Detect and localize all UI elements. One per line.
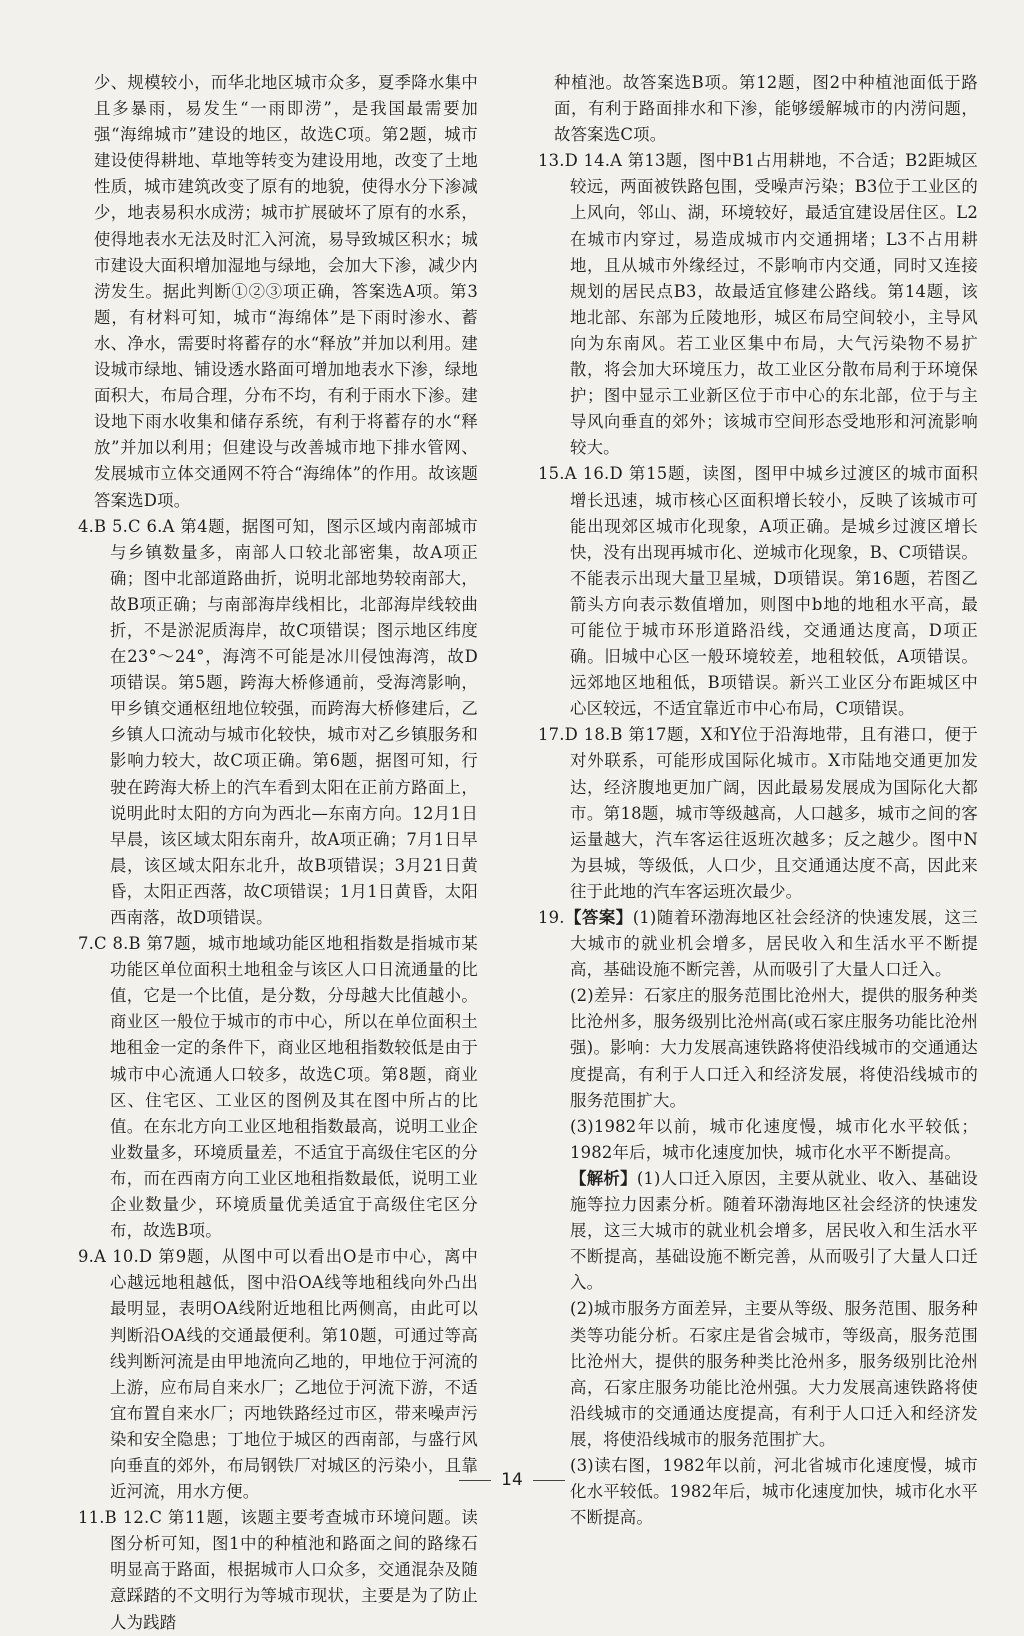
analysis-part2: (2)城市服务方面差异，主要从等级、服务范围、服务种类等功能分析。石家庄是省会城市，等级高，服务范围比沧州大，提供的服务种类比沧州多，服务级别比沧州高，石家庄服务功能比沧州强。大力发展高速铁路将使沿线城市的交通通达度提高，有利于人口迁入和经济发展，将使沿线城市的服务范围扩大。 (570, 1299, 978, 1449)
page-number: 14 (501, 1470, 523, 1490)
analysis-text-1: (1)人口迁入原因，主要从就业、收入、基础设施等拉力因素分析。随着环渤海地区社会经济的快速发展，这三大城市的就业机会增多，居民收入和生活水平不断提高，基础设施不断完善，从而吸引了大量人口迁入。 (570, 1168, 978, 1293)
left-column (78, 70, 478, 1636)
answer-19 (538, 905, 978, 983)
answer-tag: 【答案】 (564, 908, 633, 927)
answer-19-part1: (1)随着环渤海地区社会经济的快速发展，这三大城市的就业机会增多，居民收入和生活水平不断提高，基础设施不断完善，从而吸引了大量人口迁入。 (570, 908, 978, 980)
analysis-part3: (3)读右图，1982年以前，河北省城市化速度慢，城市化水平较低。1982年后，城市化速度加快，城市化水平不断提高。 (570, 1455, 978, 1528)
answer-13-14: 13.D 14.A 第13题，图中B1占用耕地，不合适；B2距城区较远，两面被铁路包围，受噪声污染；B3位于工业区的上风向，邻山、湖，环境较好，最适宜建设居住区。L2在城市内穿过，易造成城市内交通拥堵；L3不占用耕地，且从城市外缘经过，不影响市内交通，同时又连接规划的居民点B3，故最适宜修建公路线。第14题，该地北部、东部为丘陵地形，城区布局空间较小，主导风向为东南风。若工业区集中布局，大气污染物不易扩散，将会加大环境压力，故工业区分散布局利于环境保护；图中显示工业新区位于市中心的东北部，位于与主导风向垂直的郊外；该城市空间形态受地形和河流影响较大。 (538, 151, 978, 458)
answer-19-part2: (2)差异：石家庄的服务范围比沧州大，提供的服务种类比沧州多，服务级别比沧州高(或石家庄服务功能比沧州强)。影响：大力发展高速铁路将使沿线城市的交通通达度提高，有利于人口迁入和经济发展，将使沿线城市的服务范围扩大。 (570, 986, 978, 1110)
question-number: 19. (538, 908, 565, 927)
paragraph-continuation: 少、规模较小，而华北地区城市众多，夏季降水集中且多暴雨，易发生“一雨即涝”，是我国最需要加强“海绵城市”建设的地区，故选C项。第2题，城市建设使得耕地、草地等转变为建设用地，改变了土地性质，城市建筑改变了原有的地貌，使得水分下渗减少，地表易积水成涝；城市扩展破坏了原有的水系，使得地表水无法及时汇入河流，易导致城区积水；城市建设大面积增加湿地与绿地，会加大下渗，减少内涝发生。据此判断①②③项正确，答案选A项。第3题，有材料可知，城市“海绵体”是下雨时渗水、蓄水、净水，需要时将蓄存的水“释放”并加以利用。建设城市绿地、铺设透水路面可增加地表水下渗，绿地面积大，布局合理，分布不均，有利于雨水下渗。建设地下雨水收集和储存系统，有利于将蓄存的水“释放”并加以利用；但建设与改善城市地下排水管网、发展城市立体交通网不符合“海绵体”的作用。故该题答案选D项。 (94, 73, 478, 510)
footer-dash-right (533, 1480, 565, 1481)
answer-11-12: 11.B 12.C 第11题，该题主要考查城市环境问题。读图分析可知，图1中的种植池和路面之间的路缘石明显高于路面，根据城市人口众多，交通混杂及随意踩踏的不文明行为等城市现状，主要是为了防止人为践踏 (78, 1508, 478, 1632)
answer-4-6: 4.B 5.C 6.A 第4题，据图可知，图示区域内南部城市与乡镇数量多，南部人口较北部密集，故A项正确；图中北部道路曲折，说明北部地势较南部大，故B项正确；与南部海岸线相比，北部海岸线较曲折，不是淤泥质海岸，故C项错误；图示地区纬度在23°～24°，海湾不可能是冰川侵蚀海湾，故D项错误。第5题，跨海大桥修通前，受海湾影响，甲乡镇交通枢纽地位较强，而跨海大桥修建后，乙乡镇人口流动与城市化较快，城市对乙乡镇服务和影响力较大，故C项正确。第6题，据图可知，行驶在跨海大桥上的汽车看到太阳在正前方路面上，说明此时太阳的方向为西北—东南方向。12月1日早晨，该区域太阳东南升，故A项正确；7月1日早晨，该区域太阳东北升，故B项错误；3月21日黄昏，太阳正西落，故C项错误；1月1日黄昏，太阳西南落，故D项错误。 (78, 516, 478, 927)
analysis-part1 (538, 1166, 978, 1296)
analysis-tag: 【解析】 (570, 1168, 637, 1188)
answer-7-8: 7.C 8.B 第7题，城市地域功能区地租指数是指城市某功能区单位面积土地租金与该区人口日流通量的比值，它是一个比值，是分数，分母越大比值越小。商业区一般位于城市的市中心，所以在单位面积土地租金一定的条件下，商业区地租指数较低是由于城市中心流通人口较多，故选C项。第8题，商业区、住宅区、工业区的图例及其在图中所占的比值。在东北方向工业区地租指数最高，说明工业企业数量多，环境质量差，不适宜于高级住宅区的分布，而在西南方向工业区地租指数最低，说明工业企业数量少，环境质量优美适宜于高级住宅区分布，故选B项。 (78, 934, 478, 1241)
footer-dash-left (459, 1480, 491, 1481)
right-column (538, 70, 978, 1531)
answer-9-10: 9.A 10.D 第9题，从图中可以看出O是市中心，离中心越远地租越低，图中沿OA线等地租线向外凸出最明显，表明OA线附近地租比两侧高，由此可以判断沿OA线的交通最便利。第10题，可通过等高线判断河流是由甲地流向乙地的，甲地位于河流的上游，应布局自来水厂；乙地位于河流下游，不适宜布置自来水厂；丙地铁路经过市区，带来噪声污染和安全隐患；丁地位于城区的西南部，与盛行风向垂直的郊外，布局钢铁厂对城区的污染小，且靠近河流，用水方便。 (78, 1247, 478, 1502)
paragraph-continuation-right: 种植池。故答案选B项。第12题，图2中种植池面低于路面，有利于路面排水和下渗，能够缓解城市的内涝问题，故答案选C项。 (554, 73, 978, 145)
page-footer (0, 1470, 1024, 1490)
answer-19-part3: (3)1982年以前，城市化速度慢，城市化水平较低；1982年后，城市化速度加快，城市化水平不断提高。 (570, 1116, 978, 1162)
answer-17-18: 17.D 18.B 第17题，X和Y位于沿海地带，且有港口，便于对外联系，可能形成国际化城市。X市陆地交通更加发达，经济腹地更加广阔，因此最易发展成为国际化大都市。第18题，城市等级越高，人口越多，城市之间的客运量越大，汽车客运往返班次越多；反之越少。图中N为县城，等级低，人口少，且交通通达度不高，因此来往于此地的汽车客运班次最少。 (538, 725, 978, 901)
answer-15-16: 15.A 16.D 第15题，读图，图甲中城乡过渡区的城市面积增长迅速，城市核心区面积增长较小，反映了该城市可能出现郊区城市化现象，A项正确。是城乡过渡区增长快，没有出现再城市化、逆城市化现象，B、C项错误。不能表示出现大量卫星城，D项错误。第16题，若图乙箭头方向表示数值增加，则图中b地的地租水平高，最可能位于城市环形道路沿线，交通通达度高，D项正确。旧城中心区一般环境较差，地租较低，A项错误。远郊地区地租低，B项错误。新兴工业区分布距城区中心区较远，不适宜靠近市中心布局，C项错误。 (538, 464, 978, 719)
